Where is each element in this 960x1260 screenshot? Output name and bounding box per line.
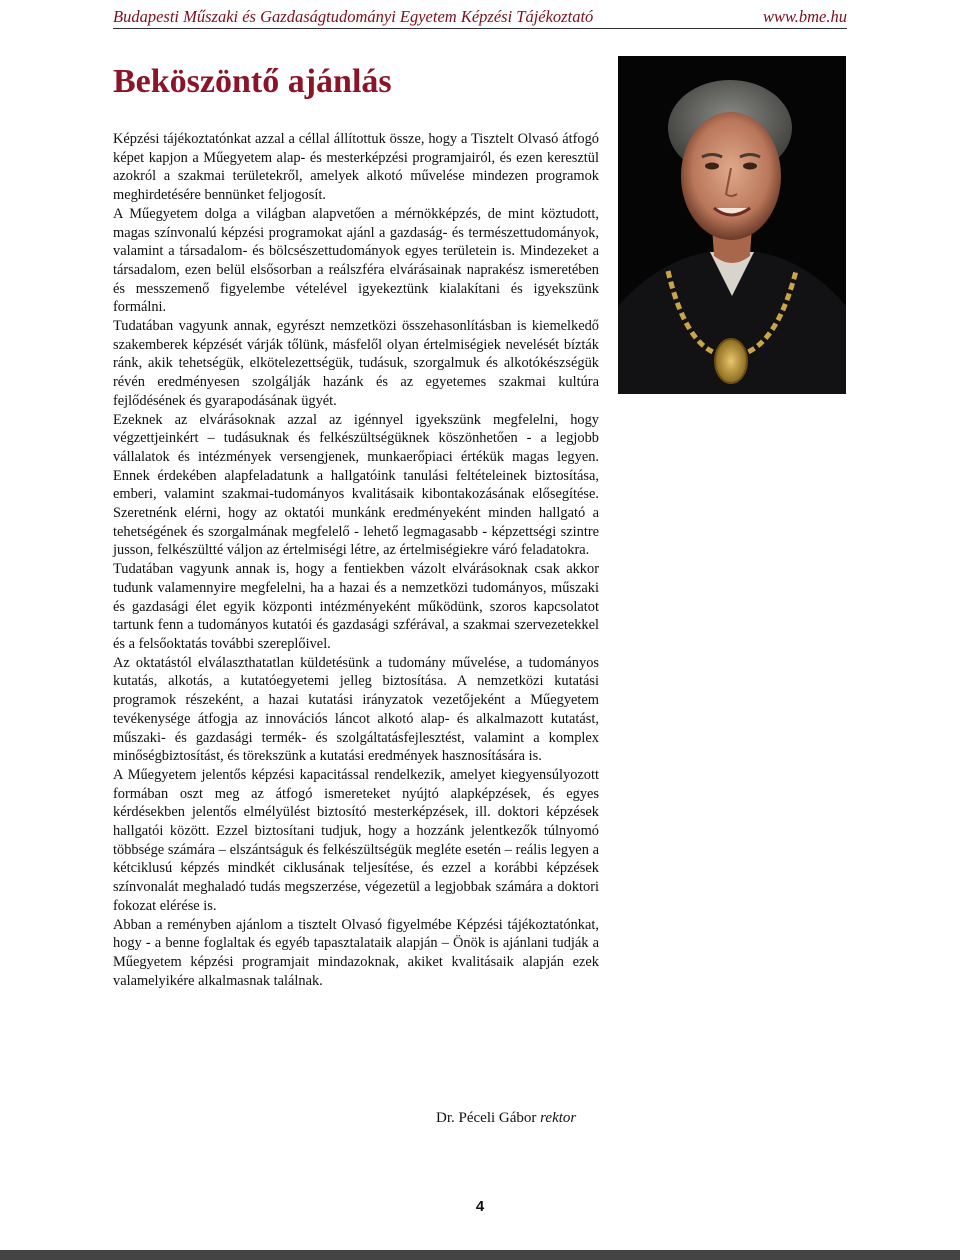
body-paragraph: Az oktatástól elválaszthatatlan küldetésünk a tudomány művelése, a tudományos kutatás, alkotás, a kutatóegyetemi jelleg biztosítása. A nemzetközi kutatási programok részeként, a hazai kutatási irányzatok vezetőjeként a Műegyetem tevékenysége átfogja az innovációs láncot alkotó alap- és alkalmazott kutatást, műszaki- és gazdasági termék- és szolgáltatásfejlesztést, valamint a komplex minőségbiztosítást, és törekszünk a kutatási eredmények hasznosítására is.: [113, 654, 599, 765]
body-paragraph: Tudatában vagyunk annak, egyrészt nemzetközi összehasonlításban is kiemelkedő szakemberek képzését várják tőlünk, másfelől olyan értelmiségiek nevelését bízták ránk, akik tehetségük, elkötelezettségük, tudásuk, szorgalmuk és alkotókészségük révén eredményesen szolgálják hazánk és az egyetemes szakmai kultúra fejlődésének és gyarapodásának ügyét.: [113, 318, 599, 409]
body-paragraph: A Műegyetem jelentős képzési kapacitással rendelkezik, amelyet kiegyensúlyozott formában oszt meg az átfogó ismereteket nyújtó alapképzések, és egyes kérdésekben jelentős elmélyülést biztosító mesterképzések, ill. doktori képzések hallgatói között. Ezzel biztosítani tudjuk, hogy a hozzánk jelentkezők túlnyomó többsége számára – elszántságuk és felkészültségük megléte esetén – reális legyen a kétciklusú képzés mindkét ciklusának teljesítése, és ezzel a korábbi képzések színvonalát meghaladó tudás megszerzése, végezetül a legjobbak számára a doktori fokozat elérése is.: [113, 766, 599, 914]
page-number: 4: [475, 1198, 485, 1215]
header-publication-title: Budapesti Műszaki és Gazdaságtudományi Egyetem Képzési Tájékoztató: [113, 7, 594, 26]
running-header: [113, 0, 847, 27]
signatory-name: Dr. Péceli Gábor: [436, 1110, 537, 1126]
header-website: www.bme.hu: [762, 7, 847, 26]
rector-portrait-image: [618, 56, 846, 394]
footer-bar: [0, 1250, 960, 1260]
body-paragraph: Ezeknek az elvárásoknak azzal az igénnyel igyekszünk megfelelni, hogy végzettjeinkért – tudásuknak és felkészültségüknek köszönhetően - a legjobb vállalatok és intézmények versengjenek, munkaerőpiaci értékük magas legyen. Ennek érdekében alapfeladatunk a hallgatóink tanulási feltételeinek biztosítása, emberi, valamint szakmai-tudományos kvalitásaik kibontakozásának elősegítése. Szeretnénk elérni, hogy az oktatói munkánk eredményeként minden hallgató a tehetségének és szorgalmának megfelelő - lehető legmagasabb - képzettségi szintre jusson, felkészültté váljon az értelmiségi létre, az értelmiségiekre váró feladatokra.: [113, 411, 599, 559]
body-paragraph: Képzési tájékoztatónkat azzal a céllal állítottuk össze, hogy a Tisztelt Olvasó átfogó képet kapjon a Műegyetem alap- és mesterképzési programjairól, és ezen keresztül azokról a szakmai területekről, amelyek alkotó művelése mindezen programok meghirdetésére bennünket feljogosít.: [113, 131, 599, 204]
page-title: Beköszöntő ajánlás: [113, 63, 392, 100]
signature-line: [436, 1110, 576, 1127]
letter-body: [113, 130, 599, 990]
body-paragraph: Tudatában vagyunk annak is, hogy a fentiekben vázolt elvárásoknak csak akkor tudunk valamennyire megfelelni, ha a hazai és a nemzetközi tudományos, műszaki és gazdasági élet egyik központi intézményeként működünk, szoros kapcsolatot tartunk fenn a tudományos kutatói és gazdasági szférával, a szakmai szervezetekkel és a felsőoktatás további szereplőivel.: [113, 561, 599, 652]
header-divider: [113, 28, 847, 29]
portrait-illustration: [618, 56, 846, 394]
signatory-role: rektor: [540, 1110, 577, 1126]
body-paragraph: A Műegyetem dolga a világban alapvetően a mérnökképzés, de mint köztudott, magas színvonalú képzési programokat ajánl a gazdaság- és természettudományok, valamint a társadalom- és bölcsészettudományok egyes területein is. Mindezeket a társadalom, ezen belül elsősorban a reálszféra elvárásainak naprakész ismeretében és messzemenő figyelembe vételével igyekeztünk kialakítani és igyekszünk formálni.: [113, 205, 599, 316]
body-paragraph: Abban a reményben ajánlom a tisztelt Olvasó figyelmébe Képzési tájékoztatónkat, hogy - a benne foglaltak és egyéb tapasztalataik alapján – Önök is ajánlani tudják a Műegyetem képzési programjait mindazoknak, akiket kvalitásaik alapján ezek valamelyikére alkalmasnak találnak.: [113, 916, 599, 989]
